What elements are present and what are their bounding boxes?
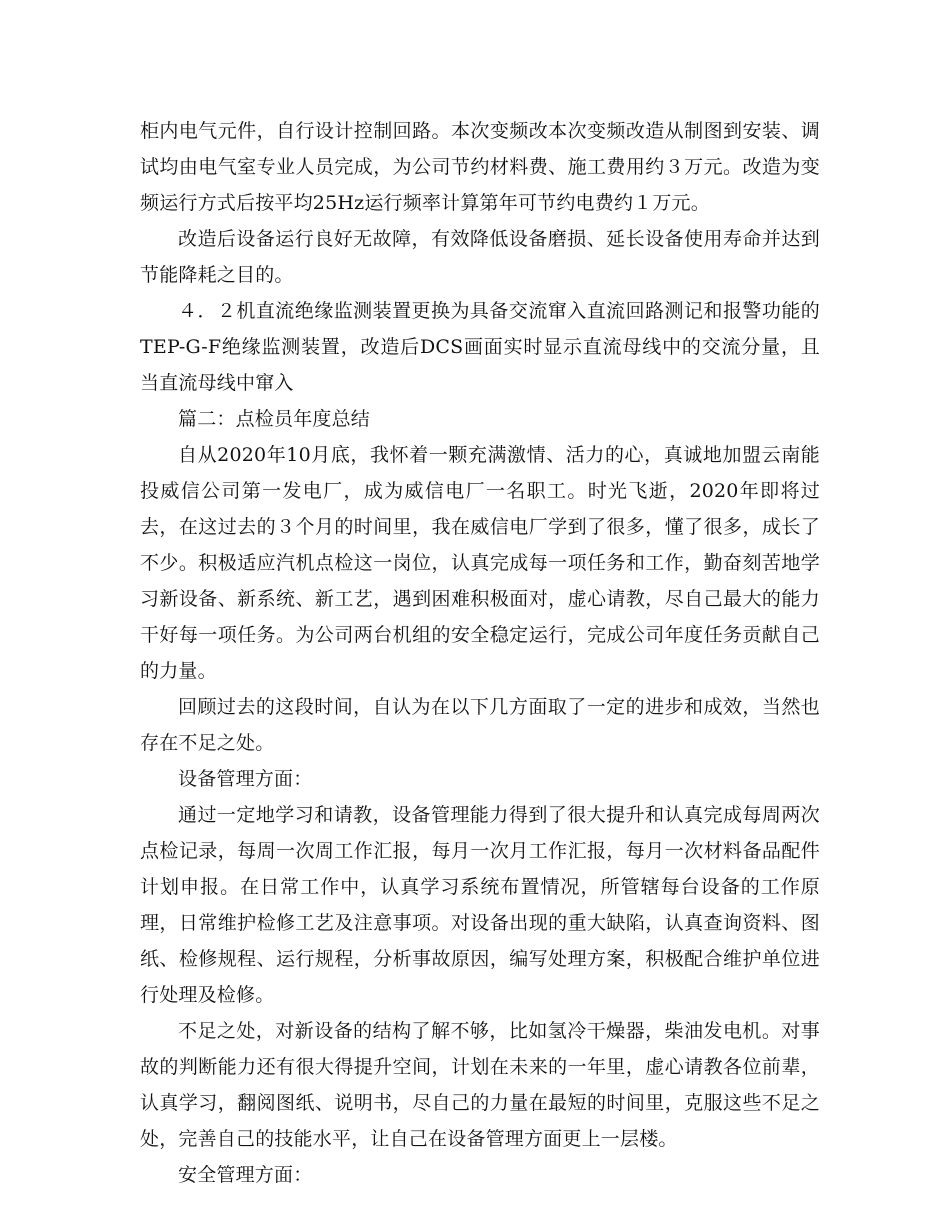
paragraph: 柜内电气元件，自行设计控制回路。本次变频改本次变频改造从制图到安装、调试均由电气室专业人员完成，为公司节约材料费、施工费用约３万元。改造为变频运行方式后按平均25Hz运行频率计算第年可节约电费约１万元。	[140, 120, 820, 214]
subsection-heading: 设备管理方面：	[178, 768, 313, 790]
document-body	[140, 113, 820, 1193]
section-heading: 篇二：点检员年度总结	[178, 408, 371, 430]
paragraph: 回顾过去的这段时间，自认为在以下几方面取了一定的进步和成效，当然也存在不足之处。	[140, 696, 820, 754]
subsection-heading: 安全管理方面：	[178, 1164, 313, 1186]
paragraph: 自从2020年10月底，我怀着一颗充满激情、活力的心，真诚地加盟云南能投威信公司第一发电厂，成为威信电厂一名职工。时光飞逝，2020年即将过去，在这过去的３个月的时间里，我在威信电厂学到了很多，懂了很多，成长了不少。积极适应汽机点检这一岗位，认真完成每一项任务和工作，勤奋刻苦地学习新设备、新系统、新工艺，遇到困难积极面对，虚心请教，尽自己最大的能力干好每一项任务。为公司两台机组的安全稳定运行，完成公司年度任务贡献自己的力量。	[140, 444, 820, 682]
paragraph: 不足之处，对新设备的结构了解不够，比如氢冷干燥器，柴油发电机。对事故的判断能力还有很大得提升空间，计划在未来的一年里，虚心请教各位前辈，认真学习，翻阅图纸、说明书，尽自己的力量在最短的时间里，克服这些不足之处，完善自己的技能水平，让自己在设备管理方面更上一层楼。	[140, 1020, 820, 1150]
paragraph: 改造后设备运行良好无故障，有效降低设备磨损、延长设备使用寿命并达到节能降耗之目的。	[140, 228, 820, 286]
paragraph: ４．２机直流绝缘监测装置更换为具备交流窜入直流回路测记和报警功能的TEP-G-F绝缘监测装置，改造后DCS画面实时显示直流母线中的交流分量，且当直流母线中窜入	[140, 300, 820, 394]
paragraph: 通过一定地学习和请教，设备管理能力得到了很大提升和认真完成每周两次点检记录，每周一次周工作汇报，每月一次月工作汇报，每月一次材料备品配件计划申报。在日常工作中，认真学习系统布置情况，所管辖每台设备的工作原理，日常维护检修工艺及注意事项。对设备出现的重大缺陷，认真查询资料、图纸、检修规程、运行规程，分析事故原因，编写处理方案，积极配合维护单位进行处理及检修。	[140, 804, 820, 1006]
